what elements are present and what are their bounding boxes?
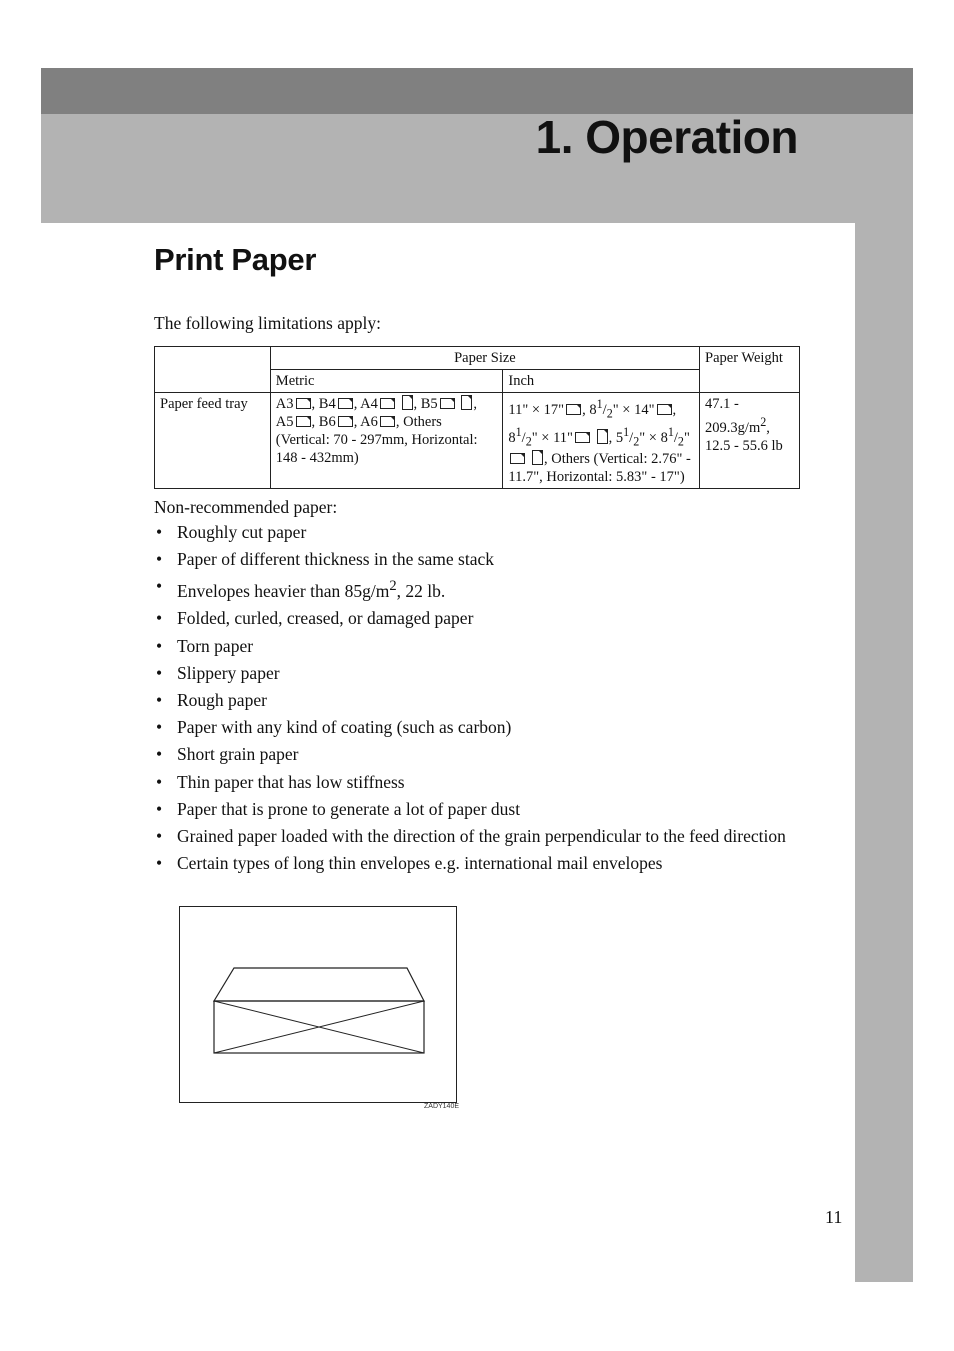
paper-portrait-icon [402,395,413,410]
paper-weight-header: Paper Weight [700,347,800,393]
list-item: • Paper of different thickness in the same stack [154,549,800,570]
row-label-paper-feed-tray: Paper feed tray [155,393,271,489]
list-item: • Thin paper that has low stiffness [154,772,800,793]
paper-portrait-icon [597,429,608,444]
paper-landscape-icon [380,416,395,427]
size-a3: A3 [275,396,294,412]
paper-landscape-icon [657,404,672,415]
size-statement: " × 8 [639,429,668,446]
size-a4: A4 [360,396,378,412]
size-letter: " × 11" [531,429,573,446]
size-b4: B4 [318,396,336,412]
size-legal: " × 14" [612,401,655,418]
paper-landscape-icon [338,398,353,409]
list-item: • Paper that is prone to generate a lot of paper dust [154,799,800,820]
paper-portrait-icon [532,450,543,465]
side-tab-strip [855,223,913,1282]
paper-landscape-icon [296,398,311,409]
metric-others: Others (Vertical: 70 - 297mm, Horizontal: 148 - 432mm) [275,414,478,466]
paper-landscape-icon [338,416,353,427]
paper-size-header: Paper Size [270,347,699,370]
inch-sizes-cell: 11" × 17" , $8^1/_2$" × 14" , $8^1/_2$" × 11" , $5^1/_2$" × $8^1/_2$" , Others (Vertical: 2.76" - 11.7", Horizontal: 5.83" - 17") [503,393,700,489]
size-11x17: 11" × 17" [508,401,565,418]
paper-limitations-table [154,346,800,489]
inch-others: Others (Vertical: 2.76" - 11.7", Horizontal: 5.83" - 17") [508,451,691,486]
paper-landscape-icon [440,398,455,409]
metric-header: Metric [270,370,503,393]
size-a5: A5 [275,414,294,430]
nonrecommended-list [154,522,800,880]
list-item: • Torn paper [154,636,800,657]
list-item: • Envelopes heavier than $85g/m^2$, 22 lb. [154,576,800,602]
nonrecommended-label: Non-recommended paper: [154,497,338,517]
list-item: • Grained paper loaded with the direction of the grain perpendicular to the feed direction [154,826,800,847]
chapter-title: 1. Operation [535,111,798,163]
list-item: • Folded, curled, creased, or damaged paper [154,608,800,629]
size-b5: B5 [420,396,438,412]
list-item: • Slippery paper [154,663,800,684]
intro-text: The following limitations apply: [154,313,381,333]
figure-code: ZADY140E [424,1103,460,1110]
paper-landscape-icon [296,416,311,427]
paper-landscape-icon [380,398,395,409]
size-a6: A6 [360,414,378,430]
paper-weight-cell: $47.1 - 209.3g/m^2$, 12.5 - 55.6 lb [700,393,800,489]
list-item: • Certain types of long thin envelopes e.g. international mail envelopes [154,853,800,874]
paper-landscape-icon [575,432,590,443]
table-corner-cell [155,347,271,393]
paper-portrait-icon [461,395,472,410]
list-item: • Short grain paper [154,744,800,765]
envelope-icon [180,907,456,1102]
size-b6: B6 [318,414,336,430]
list-item: • Paper with any kind of coating (such as carbon) [154,717,800,738]
list-item: • Rough paper [154,690,800,711]
page-number: 11 [825,1207,843,1227]
inch-header: Inch [503,370,700,393]
paper-landscape-icon [566,404,581,415]
metric-sizes-cell: A3 , B4 , A4 , B5 , A5 , B6 , A6 , Others (Vertical: 70 - 297mm, Horizontal: 148 - 432mm) [270,393,503,489]
list-item: • Roughly cut paper [154,522,800,543]
envelope-illustration [179,906,457,1103]
chapter-header-band-dark [41,68,913,114]
paper-landscape-icon [510,453,525,464]
section-title: Print Paper [154,242,317,277]
